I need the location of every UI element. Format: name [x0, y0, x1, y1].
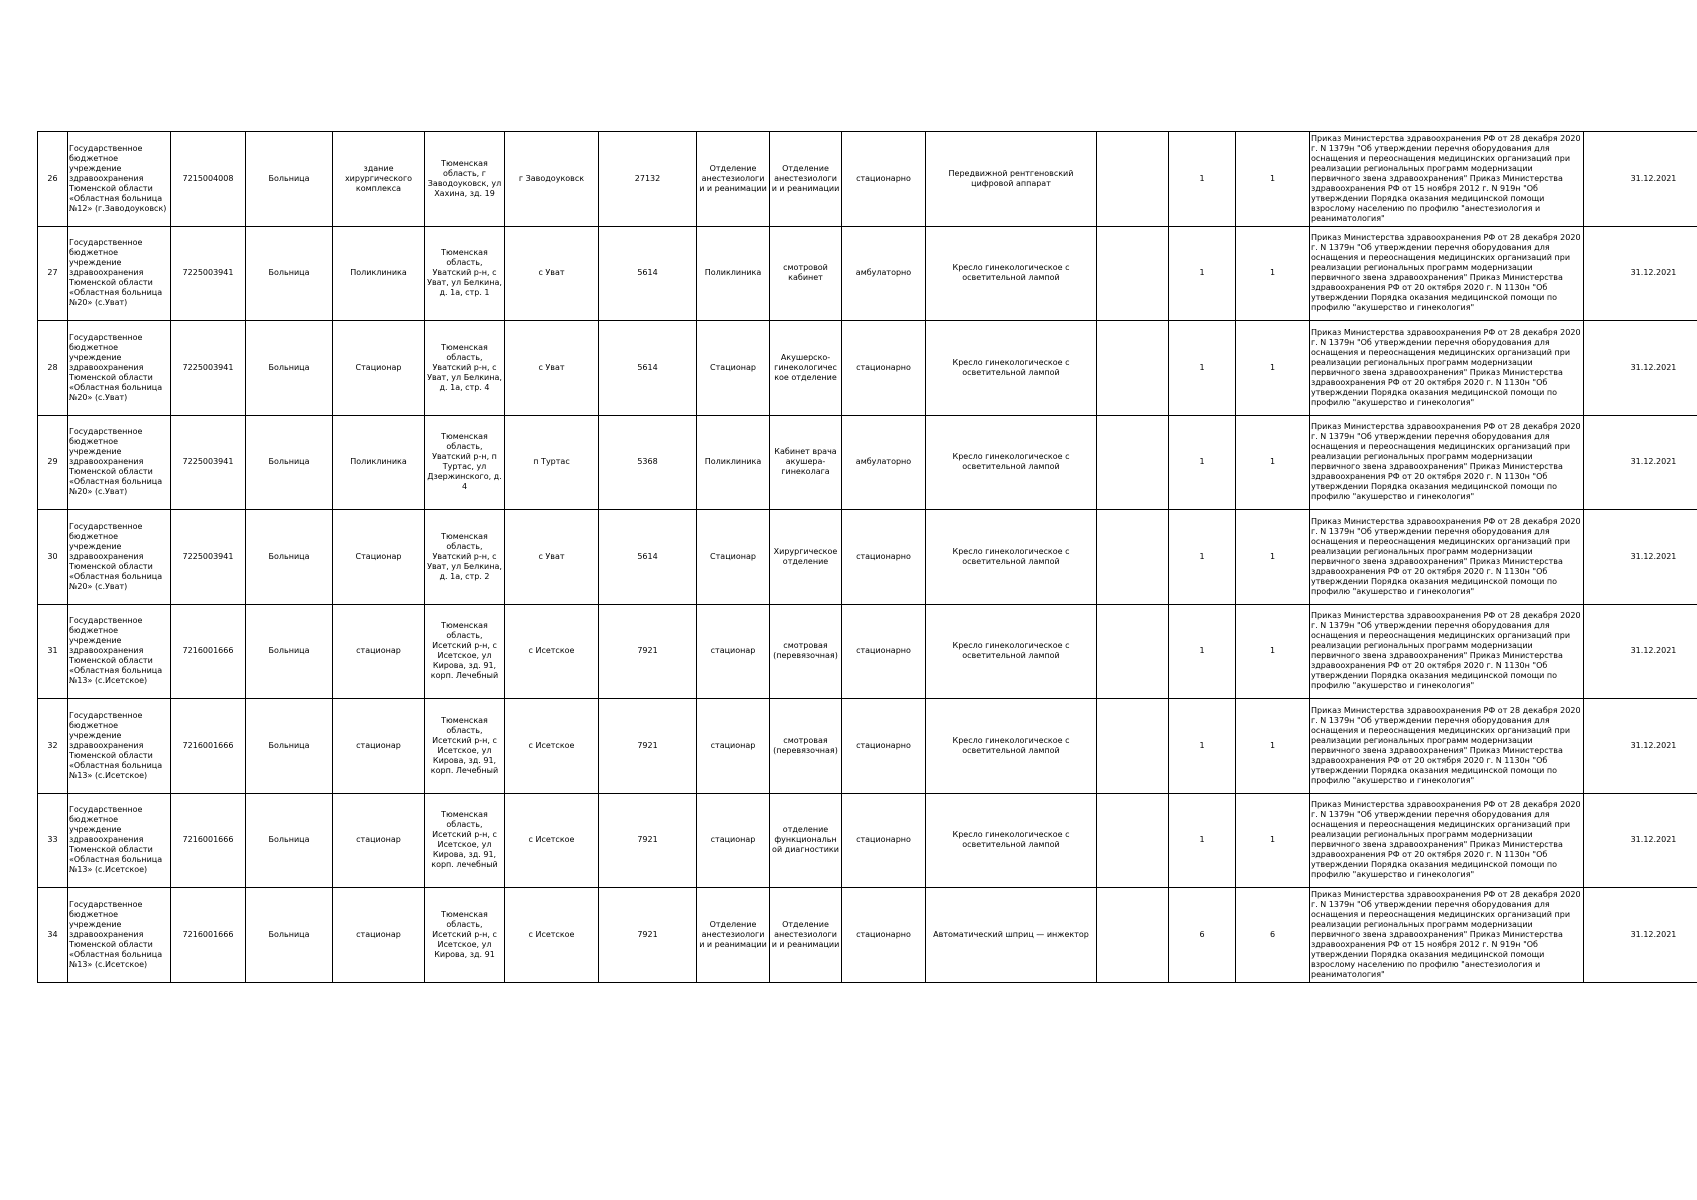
inn-cell: 7215004008: [171, 132, 246, 227]
regulation-cell: Приказ Министерства здравоохранения РФ от 28 декабря 2020 г. N 1379н "Об утверждении перечня оборудования для оснащения и переоснащения медицинских организаций при реализации региональных программ модернизации первичного звена здравоохранения" Приказ Министерства здравоохранения РФ от 15 ноября 2012 г. N 919н "Об утверждении Порядка оказания медицинской помощи взрослому населению по профилю "анестезиология и реаниматология": [1310, 132, 1584, 227]
population-cell: 5614: [599, 510, 697, 605]
facility-type-cell: Больница: [246, 888, 333, 983]
equipment-cell: Кресло гинекологическое с осветительной лампой: [926, 604, 1097, 699]
unit-cell: Отделение анестезиологи и и реанимации: [697, 132, 770, 227]
facility-type-cell: Больница: [246, 793, 333, 888]
department-cell: Кабинет врача акушера-гинеколага: [770, 415, 842, 510]
regulation-cell: Приказ Министерства здравоохранения РФ от 28 декабря 2020 г. N 1379н "Об утверждении перечня оборудования для оснащения и переоснащения медицинских организаций при реализации региональных программ модернизации первичного звена здравоохранения" Приказ Министерства здравоохранения РФ от 20 октября 2020 г. N 1130н "Об утверждении Порядка оказания медицинской помощи по профилю "акушерство и гинекология": [1310, 415, 1584, 510]
table-row: [38, 888, 1697, 983]
row-number-cell: 34: [38, 888, 68, 983]
department-cell: Хирургическое отделение: [770, 510, 842, 605]
unit-cell: стационар: [697, 793, 770, 888]
organization-cell: Государственное бюджетное учреждение здравоохранения Тюменской области «Областная больница №20» (с.Уват): [68, 415, 171, 510]
organization-cell: Государственное бюджетное учреждение здравоохранения Тюменской области «Областная больница №13» (с.Исетское): [68, 888, 171, 983]
address-cell: Тюменская область, Уватский р-н, п Туртас, ул Дзержинского, д. 4: [425, 415, 505, 510]
inn-cell: 7225003941: [171, 226, 246, 321]
regulation-cell: Приказ Министерства здравоохранения РФ от 28 декабря 2020 г. N 1379н "Об утверждении перечня оборудования для оснащения и переоснащения медицинских организаций при реализации региональных программ модернизации первичного звена здравоохранения" Приказ Министерства здравоохранения РФ от 20 октября 2020 г. N 1130н "Об утверждении Порядка оказания медицинской помощи по профилю "акушерство и гинекология": [1310, 699, 1584, 794]
quantity-total-cell: 1: [1236, 510, 1310, 605]
table-row: [38, 321, 1697, 416]
department-cell: отделение функциональн ой диагностики: [770, 793, 842, 888]
equipment-cell: Автоматический шприц — инжектор: [926, 888, 1097, 983]
empty-cell: [1097, 415, 1169, 510]
table-body: [38, 132, 1697, 983]
table-row: [38, 510, 1697, 605]
building-cell: стационар: [333, 604, 425, 699]
care-mode-cell: стационарно: [842, 604, 926, 699]
row-number-cell: 28: [38, 321, 68, 416]
regulation-cell: Приказ Министерства здравоохранения РФ от 28 декабря 2020 г. N 1379н "Об утверждении перечня оборудования для оснащения и переоснащения медицинских организаций при реализации региональных программ модернизации первичного звена здравоохранения" Приказ Министерства здравоохранения РФ от 20 октября 2020 г. N 1130н "Об утверждении Порядка оказания медицинской помощи по профилю "акушерство и гинекология": [1310, 604, 1584, 699]
quantity-cell: 1: [1169, 510, 1236, 605]
quantity-cell: 1: [1169, 415, 1236, 510]
date-cell: 31.12.2021: [1584, 793, 1697, 888]
row-number-cell: 33: [38, 793, 68, 888]
regulation-cell: Приказ Министерства здравоохранения РФ от 28 декабря 2020 г. N 1379н "Об утверждении перечня оборудования для оснащения и переоснащения медицинских организаций при реализации региональных программ модернизации первичного звена здравоохранения" Приказ Министерства здравоохранения РФ от 20 октября 2020 г. N 1130н "Об утверждении Порядка оказания медицинской помощи по профилю "акушерство и гинекология": [1310, 226, 1584, 321]
department-cell: смотровой кабинет: [770, 226, 842, 321]
facility-type-cell: Больница: [246, 510, 333, 605]
empty-cell: [1097, 793, 1169, 888]
facility-type-cell: Больница: [246, 132, 333, 227]
address-cell: Тюменская область, Исетский р-н, с Исетское, ул Кирова, зд. 91, корп. лечебный: [425, 793, 505, 888]
locality-cell: с Исетское: [505, 699, 599, 794]
inn-cell: 7216001666: [171, 888, 246, 983]
equipment-cell: Кресло гинекологическое с осветительной лампой: [926, 699, 1097, 794]
empty-cell: [1097, 132, 1169, 227]
department-cell: смотровая (перевязочная): [770, 699, 842, 794]
department-cell: Отделение анестезиологи и и реанимации: [770, 132, 842, 227]
date-cell: 31.12.2021: [1584, 321, 1697, 416]
care-mode-cell: стационарно: [842, 510, 926, 605]
date-cell: 31.12.2021: [1584, 415, 1697, 510]
care-mode-cell: стационарно: [842, 699, 926, 794]
table-row: [38, 699, 1697, 794]
locality-cell: с Исетское: [505, 793, 599, 888]
quantity-total-cell: 1: [1236, 132, 1310, 227]
care-mode-cell: стационарно: [842, 321, 926, 416]
empty-cell: [1097, 510, 1169, 605]
building-cell: Стационар: [333, 321, 425, 416]
population-cell: 27132: [599, 132, 697, 227]
table-row: [38, 415, 1697, 510]
address-cell: Тюменская область, Исетский р-н, с Исетское, ул Кирова, зд. 91: [425, 888, 505, 983]
facility-type-cell: Больница: [246, 699, 333, 794]
locality-cell: п Туртас: [505, 415, 599, 510]
department-cell: смотровая (перевязочная): [770, 604, 842, 699]
quantity-cell: 1: [1169, 226, 1236, 321]
building-cell: Поликлиника: [333, 415, 425, 510]
address-cell: Тюменская область, Уватский р-н, с Уват, ул Белкина, д. 1а, стр. 2: [425, 510, 505, 605]
care-mode-cell: амбулаторно: [842, 226, 926, 321]
row-number-cell: 29: [38, 415, 68, 510]
equipment-table: [37, 131, 1697, 983]
date-cell: 31.12.2021: [1584, 510, 1697, 605]
building-cell: Стационар: [333, 510, 425, 605]
equipment-cell: Кресло гинекологическое с осветительной лампой: [926, 793, 1097, 888]
organization-cell: Государственное бюджетное учреждение здравоохранения Тюменской области «Областная больница №13» (с.Исетское): [68, 604, 171, 699]
population-cell: 7921: [599, 793, 697, 888]
address-cell: Тюменская область, Уватский р-н, с Уват, ул Белкина, д. 1а, стр. 4: [425, 321, 505, 416]
department-cell: Отделение анестезиологи и и реанимации: [770, 888, 842, 983]
row-number-cell: 27: [38, 226, 68, 321]
care-mode-cell: стационарно: [842, 132, 926, 227]
inn-cell: 7216001666: [171, 793, 246, 888]
unit-cell: Поликлиника: [697, 415, 770, 510]
quantity-cell: 6: [1169, 888, 1236, 983]
unit-cell: Стационар: [697, 510, 770, 605]
quantity-cell: 1: [1169, 699, 1236, 794]
equipment-cell: Кресло гинекологическое с осветительной лампой: [926, 510, 1097, 605]
care-mode-cell: стационарно: [842, 888, 926, 983]
care-mode-cell: амбулаторно: [842, 415, 926, 510]
address-cell: Тюменская область, Уватский р-н, с Уват, ул Белкина, д. 1а, стр. 1: [425, 226, 505, 321]
quantity-total-cell: 6: [1236, 888, 1310, 983]
facility-type-cell: Больница: [246, 226, 333, 321]
locality-cell: с Уват: [505, 321, 599, 416]
department-cell: Акушерско-гинекологичес кое отделение: [770, 321, 842, 416]
table-row: [38, 604, 1697, 699]
equipment-cell: Кресло гинекологическое с осветительной лампой: [926, 226, 1097, 321]
quantity-total-cell: 1: [1236, 226, 1310, 321]
care-mode-cell: стационарно: [842, 793, 926, 888]
facility-type-cell: Больница: [246, 415, 333, 510]
equipment-cell: Передвижной рентгеновский цифровой аппарат: [926, 132, 1097, 227]
inn-cell: 7216001666: [171, 604, 246, 699]
unit-cell: стационар: [697, 699, 770, 794]
building-cell: стационар: [333, 699, 425, 794]
regulation-cell: Приказ Министерства здравоохранения РФ от 28 декабря 2020 г. N 1379н "Об утверждении перечня оборудования для оснащения и переоснащения медицинских организаций при реализации региональных программ модернизации первичного звена здравоохранения" Приказ Министерства здравоохранения РФ от 20 октября 2020 г. N 1130н "Об утверждении Порядка оказания медицинской помощи по профилю "акушерство и гинекология": [1310, 510, 1584, 605]
table-row: [38, 132, 1697, 227]
inn-cell: 7225003941: [171, 321, 246, 416]
date-cell: 31.12.2021: [1584, 699, 1697, 794]
date-cell: 31.12.2021: [1584, 132, 1697, 227]
regulation-cell: Приказ Министерства здравоохранения РФ от 28 декабря 2020 г. N 1379н "Об утверждении перечня оборудования для оснащения и переоснащения медицинских организаций при реализации региональных программ модернизации первичного звена здравоохранения" Приказ Министерства здравоохранения РФ от 20 октября 2020 г. N 1130н "Об утверждении Порядка оказания медицинской помощи по профилю "акушерство и гинекология": [1310, 321, 1584, 416]
quantity-total-cell: 1: [1236, 321, 1310, 416]
unit-cell: Стационар: [697, 321, 770, 416]
quantity-cell: 1: [1169, 604, 1236, 699]
table-row: [38, 793, 1697, 888]
organization-cell: Государственное бюджетное учреждение здравоохранения Тюменской области «Областная больница №13» (с.Исетское): [68, 793, 171, 888]
equipment-cell: Кресло гинекологическое с осветительной лампой: [926, 415, 1097, 510]
locality-cell: с Исетское: [505, 888, 599, 983]
unit-cell: Поликлиника: [697, 226, 770, 321]
empty-cell: [1097, 321, 1169, 416]
facility-type-cell: Больница: [246, 604, 333, 699]
quantity-cell: 1: [1169, 132, 1236, 227]
facility-type-cell: Больница: [246, 321, 333, 416]
address-cell: Тюменская область, Исетский р-н, с Исетское, ул Кирова, зд. 91, корп. Лечебный: [425, 699, 505, 794]
organization-cell: Государственное бюджетное учреждение здравоохранения Тюменской области «Областная больница №12» (г.Заводоуковск): [68, 132, 171, 227]
building-cell: здание хирургического комплекса: [333, 132, 425, 227]
inn-cell: 7216001666: [171, 699, 246, 794]
unit-cell: Отделение анестезиологи и и реанимации: [697, 888, 770, 983]
locality-cell: с Исетское: [505, 604, 599, 699]
table-row: [38, 226, 1697, 321]
empty-cell: [1097, 888, 1169, 983]
equipment-cell: Кресло гинекологическое с осветительной лампой: [926, 321, 1097, 416]
population-cell: 5368: [599, 415, 697, 510]
regulation-cell: Приказ Министерства здравоохранения РФ от 28 декабря 2020 г. N 1379н "Об утверждении перечня оборудования для оснащения и переоснащения медицинских организаций при реализации региональных программ модернизации первичного звена здравоохранения" Приказ Министерства здравоохранения РФ от 15 ноября 2012 г. N 919н "Об утверждении Порядка оказания медицинской помощи взрослому населению по профилю "анестезиология и реаниматология": [1310, 888, 1584, 983]
population-cell: 5614: [599, 321, 697, 416]
population-cell: 7921: [599, 888, 697, 983]
quantity-total-cell: 1: [1236, 793, 1310, 888]
row-number-cell: 26: [38, 132, 68, 227]
date-cell: 31.12.2021: [1584, 226, 1697, 321]
address-cell: Тюменская область, г Заводоуковск, ул Хахина, зд. 19: [425, 132, 505, 227]
locality-cell: с Уват: [505, 226, 599, 321]
date-cell: 31.12.2021: [1584, 604, 1697, 699]
inn-cell: 7225003941: [171, 415, 246, 510]
population-cell: 5614: [599, 226, 697, 321]
row-number-cell: 32: [38, 699, 68, 794]
regulation-cell: Приказ Министерства здравоохранения РФ от 28 декабря 2020 г. N 1379н "Об утверждении перечня оборудования для оснащения и переоснащения медицинских организаций при реализации региональных программ модернизации первичного звена здравоохранения" Приказ Министерства здравоохранения РФ от 20 октября 2020 г. N 1130н "Об утверждении Порядка оказания медицинской помощи по профилю "акушерство и гинекология": [1310, 793, 1584, 888]
empty-cell: [1097, 604, 1169, 699]
row-number-cell: 31: [38, 604, 68, 699]
building-cell: стационар: [333, 793, 425, 888]
address-cell: Тюменская область, Исетский р-н, с Исетское, ул Кирова, зд. 91, корп. Лечебный: [425, 604, 505, 699]
date-cell: 31.12.2021: [1584, 888, 1697, 983]
locality-cell: с Уват: [505, 510, 599, 605]
population-cell: 7921: [599, 604, 697, 699]
quantity-cell: 1: [1169, 321, 1236, 416]
quantity-total-cell: 1: [1236, 415, 1310, 510]
organization-cell: Государственное бюджетное учреждение здравоохранения Тюменской области «Областная больница №20» (с.Уват): [68, 510, 171, 605]
building-cell: стационар: [333, 888, 425, 983]
organization-cell: Государственное бюджетное учреждение здравоохранения Тюменской области «Областная больница №20» (с.Уват): [68, 226, 171, 321]
quantity-cell: 1: [1169, 793, 1236, 888]
inn-cell: 7225003941: [171, 510, 246, 605]
organization-cell: Государственное бюджетное учреждение здравоохранения Тюменской области «Областная больница №13» (с.Исетское): [68, 699, 171, 794]
quantity-total-cell: 1: [1236, 604, 1310, 699]
empty-cell: [1097, 699, 1169, 794]
unit-cell: стационар: [697, 604, 770, 699]
empty-cell: [1097, 226, 1169, 321]
row-number-cell: 30: [38, 510, 68, 605]
quantity-total-cell: 1: [1236, 699, 1310, 794]
locality-cell: г Заводоуковск: [505, 132, 599, 227]
building-cell: Поликлиника: [333, 226, 425, 321]
organization-cell: Государственное бюджетное учреждение здравоохранения Тюменской области «Областная больница №20» (с.Уват): [68, 321, 171, 416]
population-cell: 7921: [599, 699, 697, 794]
